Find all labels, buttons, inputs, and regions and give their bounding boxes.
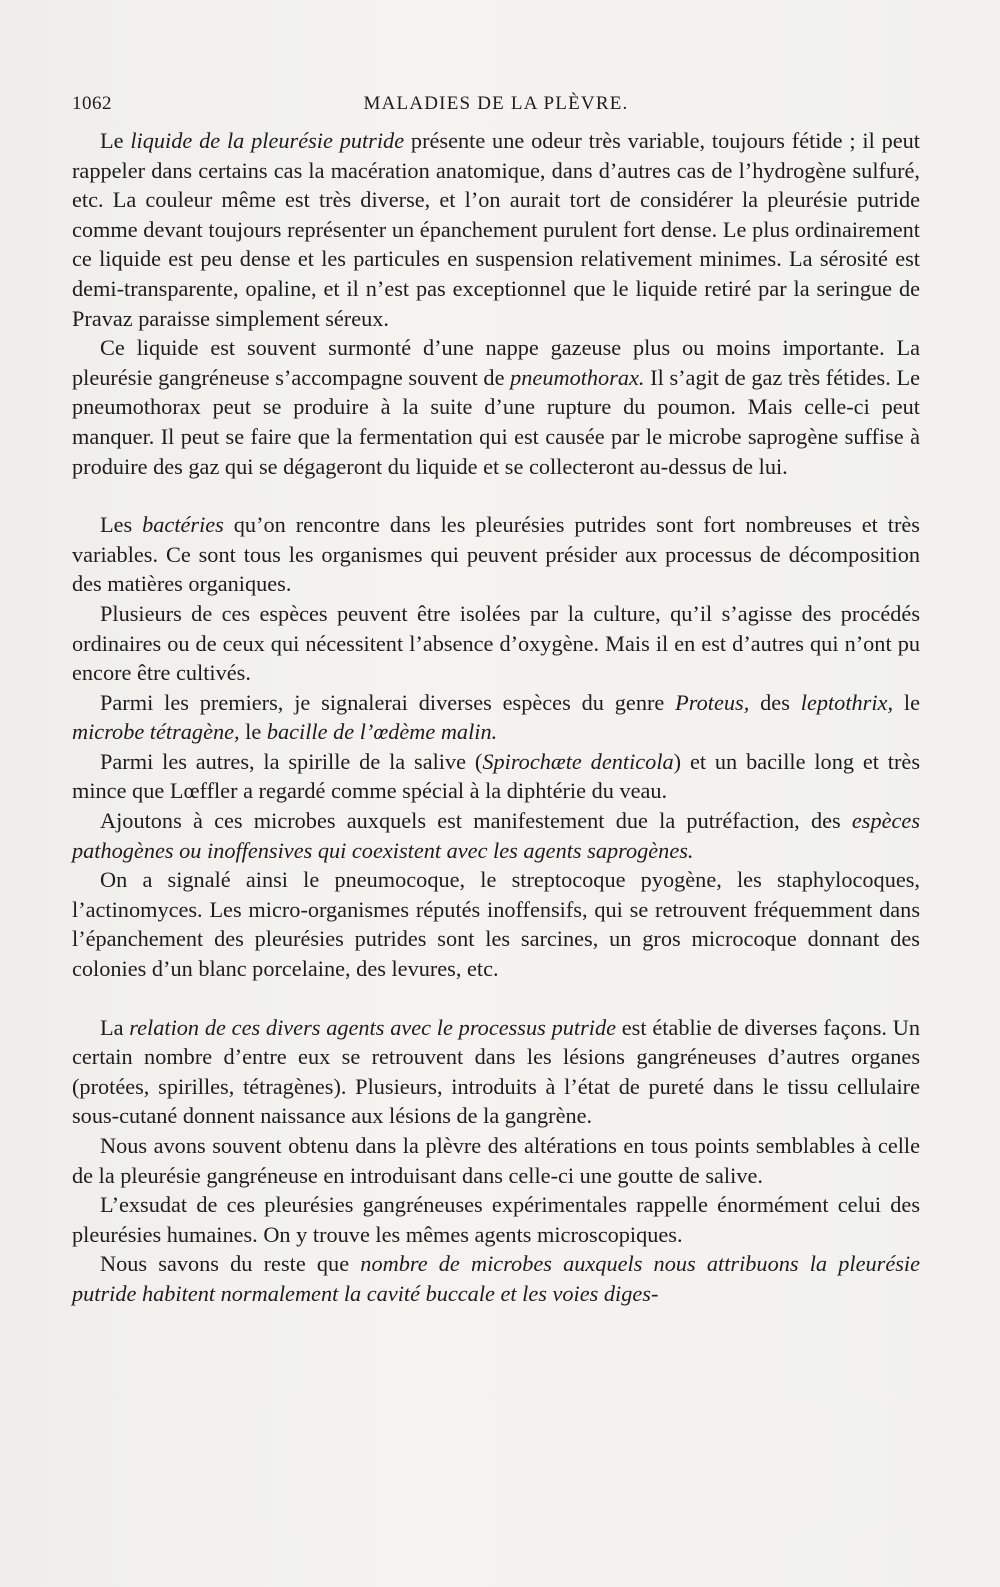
text-span: Il s’agit de gaz très fétides. Le pneumothorax peut se produire à la suite d’une rupture du poumon. Mais celle-ci peut manquer. Il peut se faire que la fermentation qui est causée par le microbe saprogène suffise à produire des gaz qui se dégageront du liquide et se collecteront au-dessus de lui. (72, 364, 920, 479)
text-span: Plusieurs de ces espèces peuvent être isolées par la culture, qu’il s’agisse des procédés ordinaires ou de ceux qui nécessitent l’absence d’oxygène. Mais il en est d’autres qui n’ont pu encore être cultivés. (72, 600, 920, 686)
paragraph (72, 806, 920, 865)
body-text (72, 126, 920, 1309)
text-span: qu’on rencontre dans les pleurésies putrides sont fort nombreuses et très variables. Ce sont tous les organismes qui peuvent présider aux processus de décomposition des matières organiques. (72, 512, 920, 597)
paragraph (72, 126, 920, 333)
paragraph (72, 599, 920, 688)
text-span: Parmi les premiers, je signalerai diverses espèces du genre (100, 689, 676, 715)
running-title: MALADIES DE LA PLÈVRE. (363, 93, 629, 114)
text-span: présente une odeur très variable, toujours fétide ; il peut rappeler dans certains cas la macération anatomique, dans d’autres cas de l’hydrogène sulfuré, etc. La couleur même est très diverse, et l’on aurait tort de considérer la pleurésie putride comme devant toujours représenter un épanchement purulent fort dense. Le plus ordinairement ce liquide est peu dense et les particules en suspension relativement minimes. La sérosité est demi-transparente, opaline, et il n’est pas exceptionnel que le liquide retiré par la seringue de Pravaz paraisse simplement séreux. (72, 128, 920, 331)
italic-text: bacille de l’œdème malin. (266, 719, 498, 745)
page-number: 1062 (72, 93, 112, 114)
text-span: On a signalé ainsi le pneumocoque, le streptocoque pyogène, les staphylocoques, l’actinomyces. Les micro-organismes réputés inoffensifs, qui se retrouvent fréquemment dans l’épanchement des pleurésies putrides sont les sarcines, un gros microcoque donnant des colonies d’un blanc porcelaine, des levures, etc. (72, 867, 920, 982)
paragraph (72, 333, 920, 481)
text-span: le (893, 689, 920, 715)
page-header (72, 93, 920, 123)
text-span: Parmi les autres, la spirille de la salive ( (100, 748, 483, 774)
text-span: est établie de diverses façons. Un certain nombre d’entre eux se retrouvent dans les lésions gangréneuses d’autres organes (protées, spirilles, tétragènes). Plusieurs, introduits à l’état de pureté dans le tissu cellulaire sous-cutané donnent naissance aux lésions de la gangrène. (72, 1014, 920, 1129)
italic-text: liquide de la pleurésie putride (130, 128, 405, 153)
italic-text: leptothrix, (800, 689, 894, 715)
text-span: Ce liquide est souvent surmonté d’une nappe gazeuse plus ou moins importante. La pleurésie gangréneuse s’accompagne souvent de (72, 335, 920, 390)
italic-text: microbe tétragène, (72, 719, 240, 745)
italic-text: espèces pathogènes ou inoffensives qui coexistent avec les agents saprogènes. (72, 808, 920, 863)
text-span: La (100, 1014, 130, 1040)
italic-text: nombre de microbes auxquels nous attribuons la pleurésie putride habitent normalement la cavité buccale et les voies diges- (72, 1251, 920, 1306)
paragraph (72, 1190, 920, 1249)
text-span: Nous avons souvent obtenu dans la plèvre des altérations en tous points semblables à celle de la pleurésie gangréneuse en introduisant dans celle-ci une goutte de salive. (72, 1133, 920, 1188)
italic-text: Spirochæte denticola (482, 748, 674, 774)
italic-text: relation de ces divers agents avec le processus putride (129, 1014, 616, 1040)
paragraph (72, 747, 920, 806)
italic-text: Proteus, (675, 689, 750, 715)
paragraph (72, 1249, 920, 1308)
italic-text: pneumothorax. (510, 364, 645, 390)
text-span: Ajoutons à ces microbes auxquels est manifestement due la putréfaction, des (100, 808, 852, 834)
text-span: Nous savons du reste que (100, 1251, 361, 1277)
paragraph (72, 510, 920, 599)
text-span: le (239, 719, 267, 745)
text-span: ) et un bacille long et très mince que Lœffler a regardé comme spécial à la diphtérie du veau. (72, 748, 921, 804)
text-span: des (749, 689, 801, 715)
paragraph (72, 688, 920, 747)
text-span: L’exsudat de ces pleurésies gangréneuses expérimentales rappelle énormément celui des pleurésies humaines. On y trouve les mêmes agents microscopiques. (72, 1192, 920, 1247)
text-span: Le (100, 128, 131, 153)
paragraph (72, 1131, 920, 1190)
text-span: Les (100, 512, 143, 538)
italic-text: bactéries (142, 512, 224, 538)
paragraph (72, 865, 920, 983)
paragraph (72, 1013, 920, 1131)
